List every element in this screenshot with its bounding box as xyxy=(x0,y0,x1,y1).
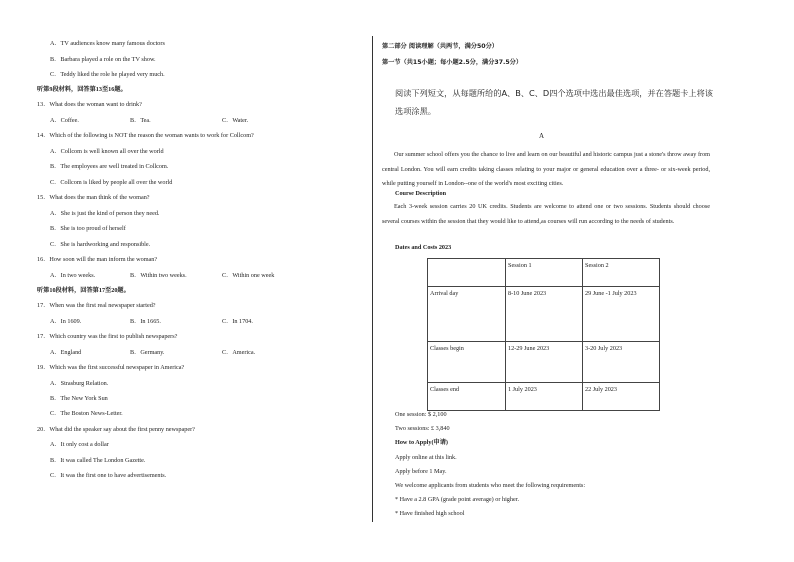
q16-option-a: A．In two weeks. xyxy=(50,272,96,279)
column-divider xyxy=(372,36,373,522)
q12-option-a: A．TV audiences know many famous doctors xyxy=(50,40,165,47)
apply-line-2: Apply before 1 May. xyxy=(395,468,447,475)
q15-option-a: A．She is just the kind of person they need. xyxy=(50,210,160,217)
table-row xyxy=(428,342,660,383)
table-cell: Classes begin xyxy=(428,342,506,383)
part-2-title: 第二部分 阅读理解（共两节，满分50分） xyxy=(382,43,498,50)
q15-option-b: B．She is too proud of herself xyxy=(50,225,126,232)
passage-intro: Our summer school offers you the chance to live and learn on our beautiful and historic campus just a stone's throw away from central London. You will earn credits taking classes relating to your major or general education over a three- or six-week period, while putting yourself in London--one of the world's most exciting cities. xyxy=(382,151,710,187)
table-cell: Arrival day xyxy=(428,287,506,342)
q18-option-a: A．England xyxy=(50,349,82,356)
table-cell xyxy=(428,259,506,287)
cost-one-session: One session: $ 2,100 xyxy=(395,411,447,418)
requirement-1: * Have a 2.8 GPA (grade point average) or higher. xyxy=(395,496,519,503)
q13-stem: 13．What does the woman want to drink? xyxy=(37,101,142,108)
table-cell: 8-10 June 2023 xyxy=(506,287,583,342)
q12-option-b: B．Barbara played a role on the TV show. xyxy=(50,56,156,63)
q17-option-c: C．In 1704. xyxy=(222,318,253,325)
q15-option-c: C．She is hardworking and responsible. xyxy=(50,241,151,248)
dates-costs-table xyxy=(427,258,660,411)
q14-option-b: B．The employees are well treated in Collcom. xyxy=(50,163,169,170)
table-cell: 29 June -1 July 2023 xyxy=(583,287,660,342)
table-cell: 1 July 2023 xyxy=(506,383,583,411)
q19-option-a: A．Strasburg Relation. xyxy=(50,380,109,387)
q16-stem: 16．How soon will the man inform the woman? xyxy=(37,256,158,263)
table-row xyxy=(428,287,660,342)
q19-option-c: C．The Boston News-Letter. xyxy=(50,410,123,417)
q12-option-c: C．Teddy liked the role he played very much. xyxy=(50,71,165,78)
course-text: Each 3-week session carries 20 UK credits. Students are welcome to attend one or two sessions. Students should choose several courses within the session that they would like to attend,as courses will run according to the needs of students. xyxy=(382,203,710,225)
apply-line-3: We welcome applicants from students who meet the following requirements: xyxy=(395,482,586,489)
q17-option-a: A．In 1609. xyxy=(50,318,82,325)
passage-label: A xyxy=(539,132,545,140)
q20-stem: 20．What did the speaker say about the first penny newspaper? xyxy=(37,426,195,433)
section-10-heading: 听第10段材料，回答第17至20题。 xyxy=(37,287,130,294)
table-cell: 3-20 July 2023 xyxy=(583,342,660,383)
q14-stem: 14．Which of the following is NOT the reason the woman wants to work for Collcom? xyxy=(37,132,254,139)
q16-option-c: C．Within one week xyxy=(222,272,275,279)
reading-instructions: 阅读下列短文，从每题所给的A、B、C、D四个选项中选出最佳选项，并在答题卡上将该选项涂黑。 xyxy=(395,88,713,116)
apply-heading: How to Apply(申请) xyxy=(395,439,448,446)
table-row xyxy=(428,259,660,287)
q20-option-b: B．It was called The London Gazette. xyxy=(50,457,146,464)
q18-option-b: B．Germany. xyxy=(130,349,165,356)
q14-option-c: C．Collcom is liked by people all over the world xyxy=(50,179,173,186)
q17-option-b: B．In 1665. xyxy=(130,318,161,325)
requirement-2: * Have finished high school xyxy=(395,510,465,517)
q14-option-a: A．Collcom is well known all over the world xyxy=(50,148,164,155)
table-cell: 12-29 June 2023 xyxy=(506,342,583,383)
q18-stem: 17．Which country was the first to publish newspapers? xyxy=(37,333,178,340)
q19-option-b: B．The New York Sun xyxy=(50,395,108,402)
table-cell: Classes end xyxy=(428,383,506,411)
table-cell: Session 2 xyxy=(583,259,660,287)
section-9-heading: 听第9段材料，回答第13至16题。 xyxy=(37,86,127,93)
dates-heading: Dates and Costs 2023 xyxy=(395,244,452,251)
section-1-title: 第一节（共15小题；每小题2.5分，满分37.5分） xyxy=(382,59,523,66)
q17-stem: 17．When was the first real newspaper started? xyxy=(37,302,156,309)
q18-option-c: C．America. xyxy=(222,349,256,356)
q20-option-a: A．It only cost a dollar xyxy=(50,441,109,448)
q13-option-a: A．Coffee. xyxy=(50,117,79,124)
q13-option-c: C．Water. xyxy=(222,117,249,124)
q13-option-b: B．Tea. xyxy=(130,117,151,124)
table-cell: 22 July 2023 xyxy=(583,383,660,411)
q20-option-c: C．It was the first one to have advertisements. xyxy=(50,472,167,479)
course-heading: Course Description xyxy=(395,190,447,197)
q19-stem: 19．Which was the first successful newspaper in America? xyxy=(37,364,185,371)
q15-stem: 15．What does the man think of the woman? xyxy=(37,194,150,201)
q16-option-b: B．Within two weeks. xyxy=(130,272,187,279)
table-row xyxy=(428,383,660,411)
apply-line-1: Apply online at this link. xyxy=(395,454,457,461)
cost-two-sessions: Two sessions: £ 3,840 xyxy=(395,425,450,432)
table-cell: Session 1 xyxy=(506,259,583,287)
